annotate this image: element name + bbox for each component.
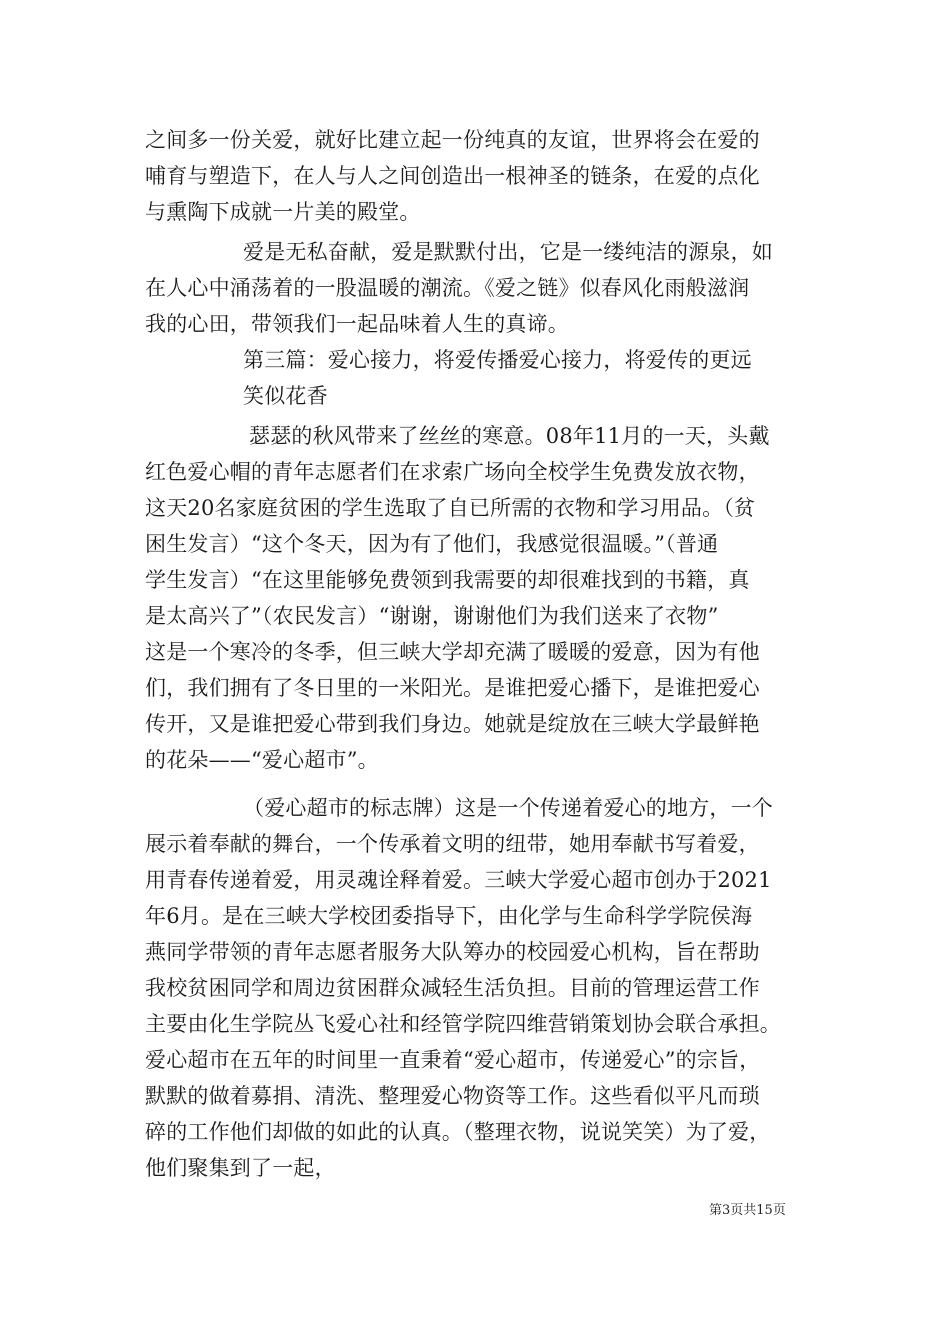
text-line: 碎的工作他们却做的如此的认真。（整理衣物，说说笑笑）为了爱， xyxy=(145,1120,771,1144)
body-text xyxy=(145,122,810,1186)
text-line: 展示着奉献的舞台，一个传承着文明的纽带，她用奉献书写着爱， xyxy=(145,832,760,856)
text-line: 学生发言）“在这里能够免费领到我需要的却很难找到的书籍，真 xyxy=(145,568,750,592)
text-line: 燕同学带领的青年志愿者服务大队筹办的校园爱心机构，旨在帮助 xyxy=(145,940,760,964)
text-line: 这天20名家庭贫困的学生选取了自已所需的衣物和学习用品。（贫 xyxy=(145,496,756,520)
page-indicator: 第3页共15页 xyxy=(709,1203,786,1218)
text-line: 我校贫困同学和周边贫困群众减轻生活负担。目前的管理运营工作 xyxy=(145,976,760,1000)
text-line: 的花朵——“爱心超市”。 xyxy=(145,748,379,772)
text-line: 我的心田，带领我们一起品味着人生的真谛。 xyxy=(145,312,569,336)
text-line: 们，我们拥有了冬日里的一米阳光。是谁把爱心播下，是谁把爱心 xyxy=(145,676,760,700)
section-heading: 第三篇：爱心接力，将爱传播爱心接力，将爱传的更远 xyxy=(243,348,752,372)
text-line: 之间多一份关爱，就好比建立起一份纯真的友谊，世界将会在爱的 xyxy=(145,128,760,152)
text-line: 他们聚集到了一起， xyxy=(145,1156,336,1180)
text-line: 与熏陶下成就一片美的殿堂。 xyxy=(145,200,421,224)
paragraph-first-line: （爱心超市的标志牌）这是一个传递着爱心的地方，一个 xyxy=(243,796,773,820)
text-line: 主要由化生学院丛飞爱心社和经管学院四维营销策划协会联合承担。 xyxy=(145,1012,781,1036)
text-line: 爱心超市在五年的时间里一直秉着“爱心超市，传递爱心”的宗旨， xyxy=(145,1048,761,1072)
text-line: 困生发言）“这个冬天，因为有了他们，我感觉很温暖。”（普通 xyxy=(145,532,719,556)
text-line: 在人心中涌荡着的一股温暖的潮流。《爱之链》似春风化雨般滋润 xyxy=(145,276,750,300)
paragraph-first-line: 爱是无私奋献，爱是默默付出，它是一缕纯洁的源泉，如 xyxy=(243,240,773,264)
text-line: 是太高兴了”（农民发言）“谢谢，谢谢他们为我们送来了衣物” xyxy=(145,604,719,628)
text-line: 哺育与塑造下，在人与人之间创造出一根神圣的链条，在爱的点化 xyxy=(145,164,760,188)
section-subheading: 笑似花香 xyxy=(243,384,328,408)
text-line: 默默的做着募捐、清洗、整理爱心物资等工作。这些看似平凡而琐 xyxy=(145,1084,760,1108)
text-line: 红色爱心帽的青年志愿者们在求索广场向全校学生免费发放衣物， xyxy=(145,460,760,484)
text-line: 这是一个寒冷的冬季，但三峡大学却充满了暖暖的爱意，因为有他 xyxy=(145,640,760,664)
text-line: 传开，又是谁把爱心带到我们身边。她就是绽放在三峡大学最鲜艳 xyxy=(145,712,760,736)
text-line: 用青春传递着爱，用灵魂诠释着爱。三峡大学爱心超市创办于2021 xyxy=(145,868,772,892)
text-line: 年6月。是在三峡大学校团委指导下，由化学与生命科学学院侯海 xyxy=(145,904,753,928)
paragraph-first-line: 瑟瑟的秋风带来了丝丝的寒意。08年11月的一天，头戴 xyxy=(249,424,770,448)
